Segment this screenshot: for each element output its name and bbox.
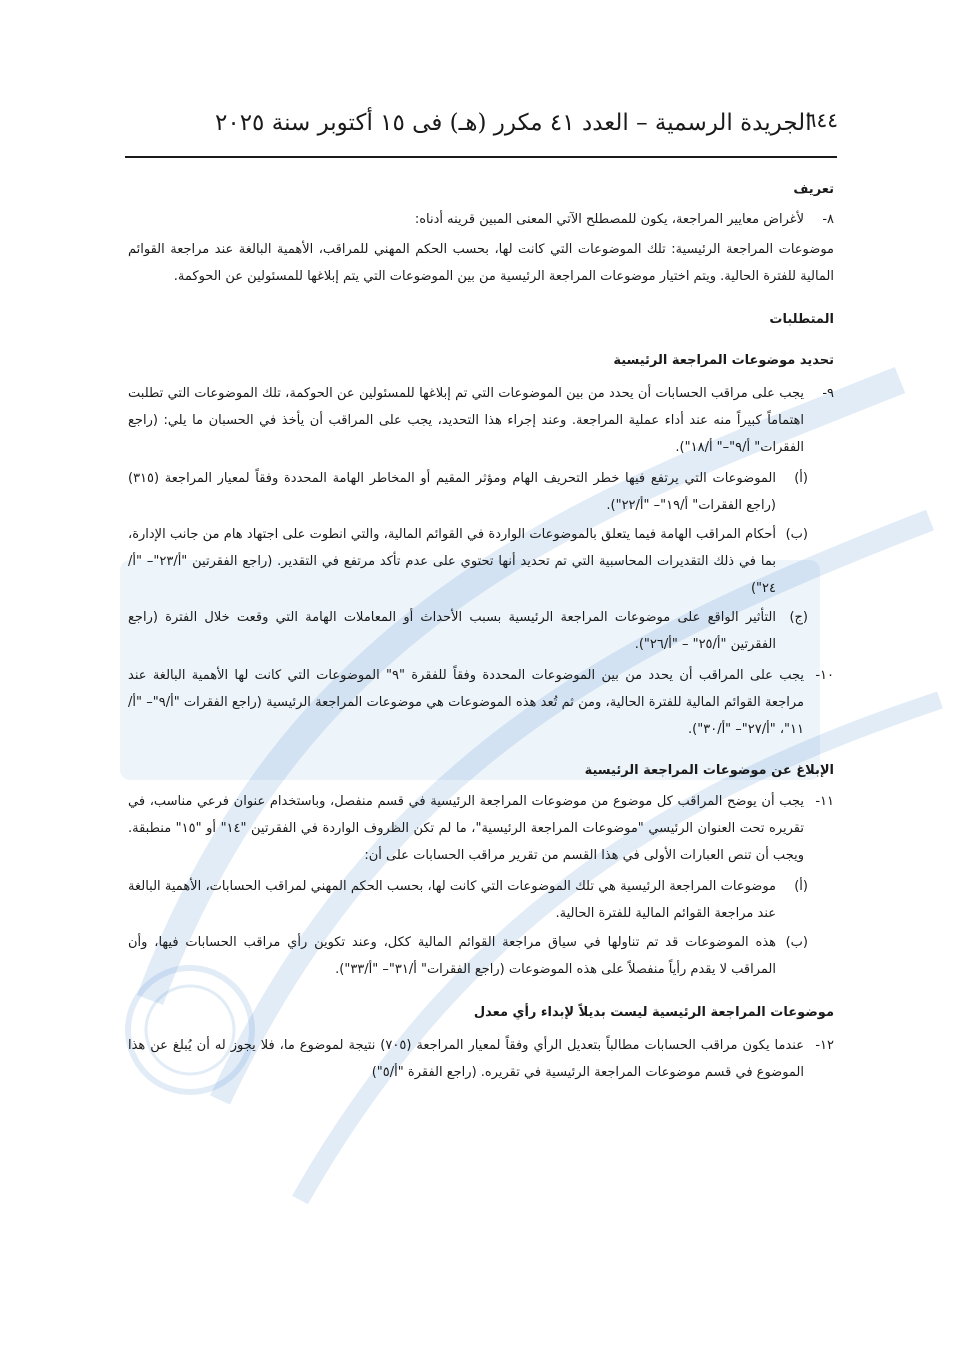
- page-header: [125, 108, 838, 148]
- paragraph-12: [128, 1032, 834, 1086]
- paragraph-9: [128, 380, 834, 461]
- paragraph-number: ١٢-: [815, 1038, 834, 1053]
- paragraph-10: [128, 662, 834, 743]
- gazette-title: الجريدة الرسمية – العدد ٤١ مكرر (هـ) فى ١٥ أكتوبر سنة ٢٠٢٥: [215, 110, 812, 136]
- definition-key-audit-matters: موضوعات المراجعة الرئيسية: تلك الموضوعات التي كانت لها، بحسب الحكم المهني للمراقب، الأهمية البالغة عند مراجعة القوائم المالية للفترة الحالية. ويتم اختيار موضوعات المراجعة الرئيسية من بين الموضوعات التي يتم إبلاغها للمسئولين عن الحوكمة.: [128, 242, 834, 284]
- paragraph-text: يجب على المراقب أن يحدد من بين الموضوعات المحددة وفقاً للفقرة "٩" الموضوعات التي كانت لها الأهمية البالغة عند مراجعة القوائم المالية للفترة الحالية، ومن ثم تُعد هذه الموضوعات هي موضوعات المراجعة الرئيسية (راجع الفقرات "أ/٩"– "أ/١١"، "أ/٢٧"– "أ/٣٠").: [128, 668, 804, 737]
- item-text: أحكام المراقب الهامة فيما يتعلق بالموضوعات الواردة في القوائم المالية، والتي انطوت على اجتهاد هام من جانب الإدارة، بما في ذلك التقديرات المحاسبية التي تم تحديد أنها تحتوي على عدم تأكد مرتفع في التقدير. (راجع الفقرتين "أ/٢٣"– "أ/٢٤"): [128, 527, 776, 596]
- heading-requirements: المتطلبات: [769, 312, 834, 327]
- heading-kam-not-substitute: موضوعات المراجعة الرئيسية ليست بديلاً لإبداء رأي معدل: [473, 1005, 834, 1020]
- item-label: (ب): [785, 527, 808, 542]
- document-body: [128, 176, 834, 1086]
- item-label: (أ): [794, 471, 808, 486]
- paragraph-9-c: [128, 604, 834, 658]
- page-number: ٦٤٤: [805, 108, 838, 132]
- heading-communicating-kam: الإبلاغ عن موضوعات المراجعة الرئيسية: [584, 763, 834, 778]
- paragraph-11: [128, 788, 834, 869]
- paragraph-number: ٨-: [822, 212, 834, 227]
- item-label: (أ): [794, 879, 808, 894]
- paragraph-text: يجب أن يوضح المراقب كل موضوع من موضوعات المراجعة الرئيسية في قسم منفصل، وباستخدام عنوان فرعي مناسب، في تقريره تحت العنوان الرئيسي "موضوعات المراجعة الرئيسية"، ما لم تكن الظروف الواردة في الفقرتين "١٤" أو "١٥" منطبقة. ويجب أن تنص العبارات الأولى في هذا القسم من تقرير مراقب الحسابات على أن:: [128, 794, 805, 863]
- header-divider: [125, 156, 837, 158]
- paragraph-text: عندما يكون مراقب الحسابات مطالباً بتعديل الرأي وفقاً لمعيار المراجعة (٧٠٥) نتيجة لموضوع ما، فلا يجوز له أن يُبلغ عن هذا الموضوع في قسم موضوعات المراجعة الرئيسية في تقريره. (راجع الفقرة "أ/٥"): [128, 1038, 804, 1080]
- item-text: التأثير الواقع على موضوعات المراجعة الرئيسية بسبب الأحداث أو المعاملات الهامة التي وقعت خلال الفترة (راجع الفقرتين "أ/٢٥" – "أ/٢٦").: [128, 610, 776, 652]
- paragraph-11-a: [128, 873, 834, 927]
- paragraph-number: ٩-: [822, 386, 834, 401]
- paragraph-9-a: [128, 465, 834, 519]
- heading-definition: تعريف: [793, 182, 834, 197]
- item-text: موضوعات المراجعة الرئيسية هي تلك الموضوعات التي كانت لها، بحسب الحكم المهني لمراقب الحسابات، الأهمية البالغة عند مراجعة القوائم المالية للفترة الحالية.: [128, 879, 776, 921]
- item-label: (ب): [785, 935, 808, 950]
- paragraph-number: ١١-: [815, 794, 834, 809]
- paragraph-text: يجب على مراقب الحسابات أن يحدد من بين الموضوعات التي تم إبلاغها للمسئولين عن الحوكمة، تلك الموضوعات التي تطلبت اهتماماً كبيراً منه عند أداء عملية المراجعة. وعند إجراء هذا التحديد، يجب على المراقب أن يأخذ في الحسبان ما يلي: (راجع الفقرات" أ/٩"–" أ/١٨").: [128, 386, 804, 455]
- paragraph-number: ١٠-: [815, 668, 834, 683]
- subheading-determining-kam: تحديد موضوعات المراجعة الرئيسية: [613, 353, 834, 368]
- item-text: هذه الموضوعات قد تم تناولها في سياق مراجعة القوائم المالية ككل، وعند تكوين رأي مراقب الحسابات فيها، وأن المراقب لا يقدم رأياً منفصلاً على هذه الموضوعات (راجع الفقرات" أ/٣١"– "أ/٣٣").: [128, 935, 776, 977]
- paragraph-text: لأغراض معايير المراجعة، يكون للمصطلح الآتي المعنى المبين قرينه أدناه:: [414, 212, 804, 227]
- paragraph-11-b: [128, 929, 834, 983]
- paragraph-8: [128, 206, 834, 233]
- item-text: الموضوعات التي يرتفع فيها خطر التحريف الهام ومؤثر المقيم أو المخاطر الهامة المحددة وفقاً لمعيار المراجعة (٣١٥) (راجع الفقرات" أ/١٩"– "أ/٢٢").: [128, 471, 776, 513]
- item-label: (ج): [789, 610, 808, 625]
- paragraph-9-b: [128, 521, 834, 602]
